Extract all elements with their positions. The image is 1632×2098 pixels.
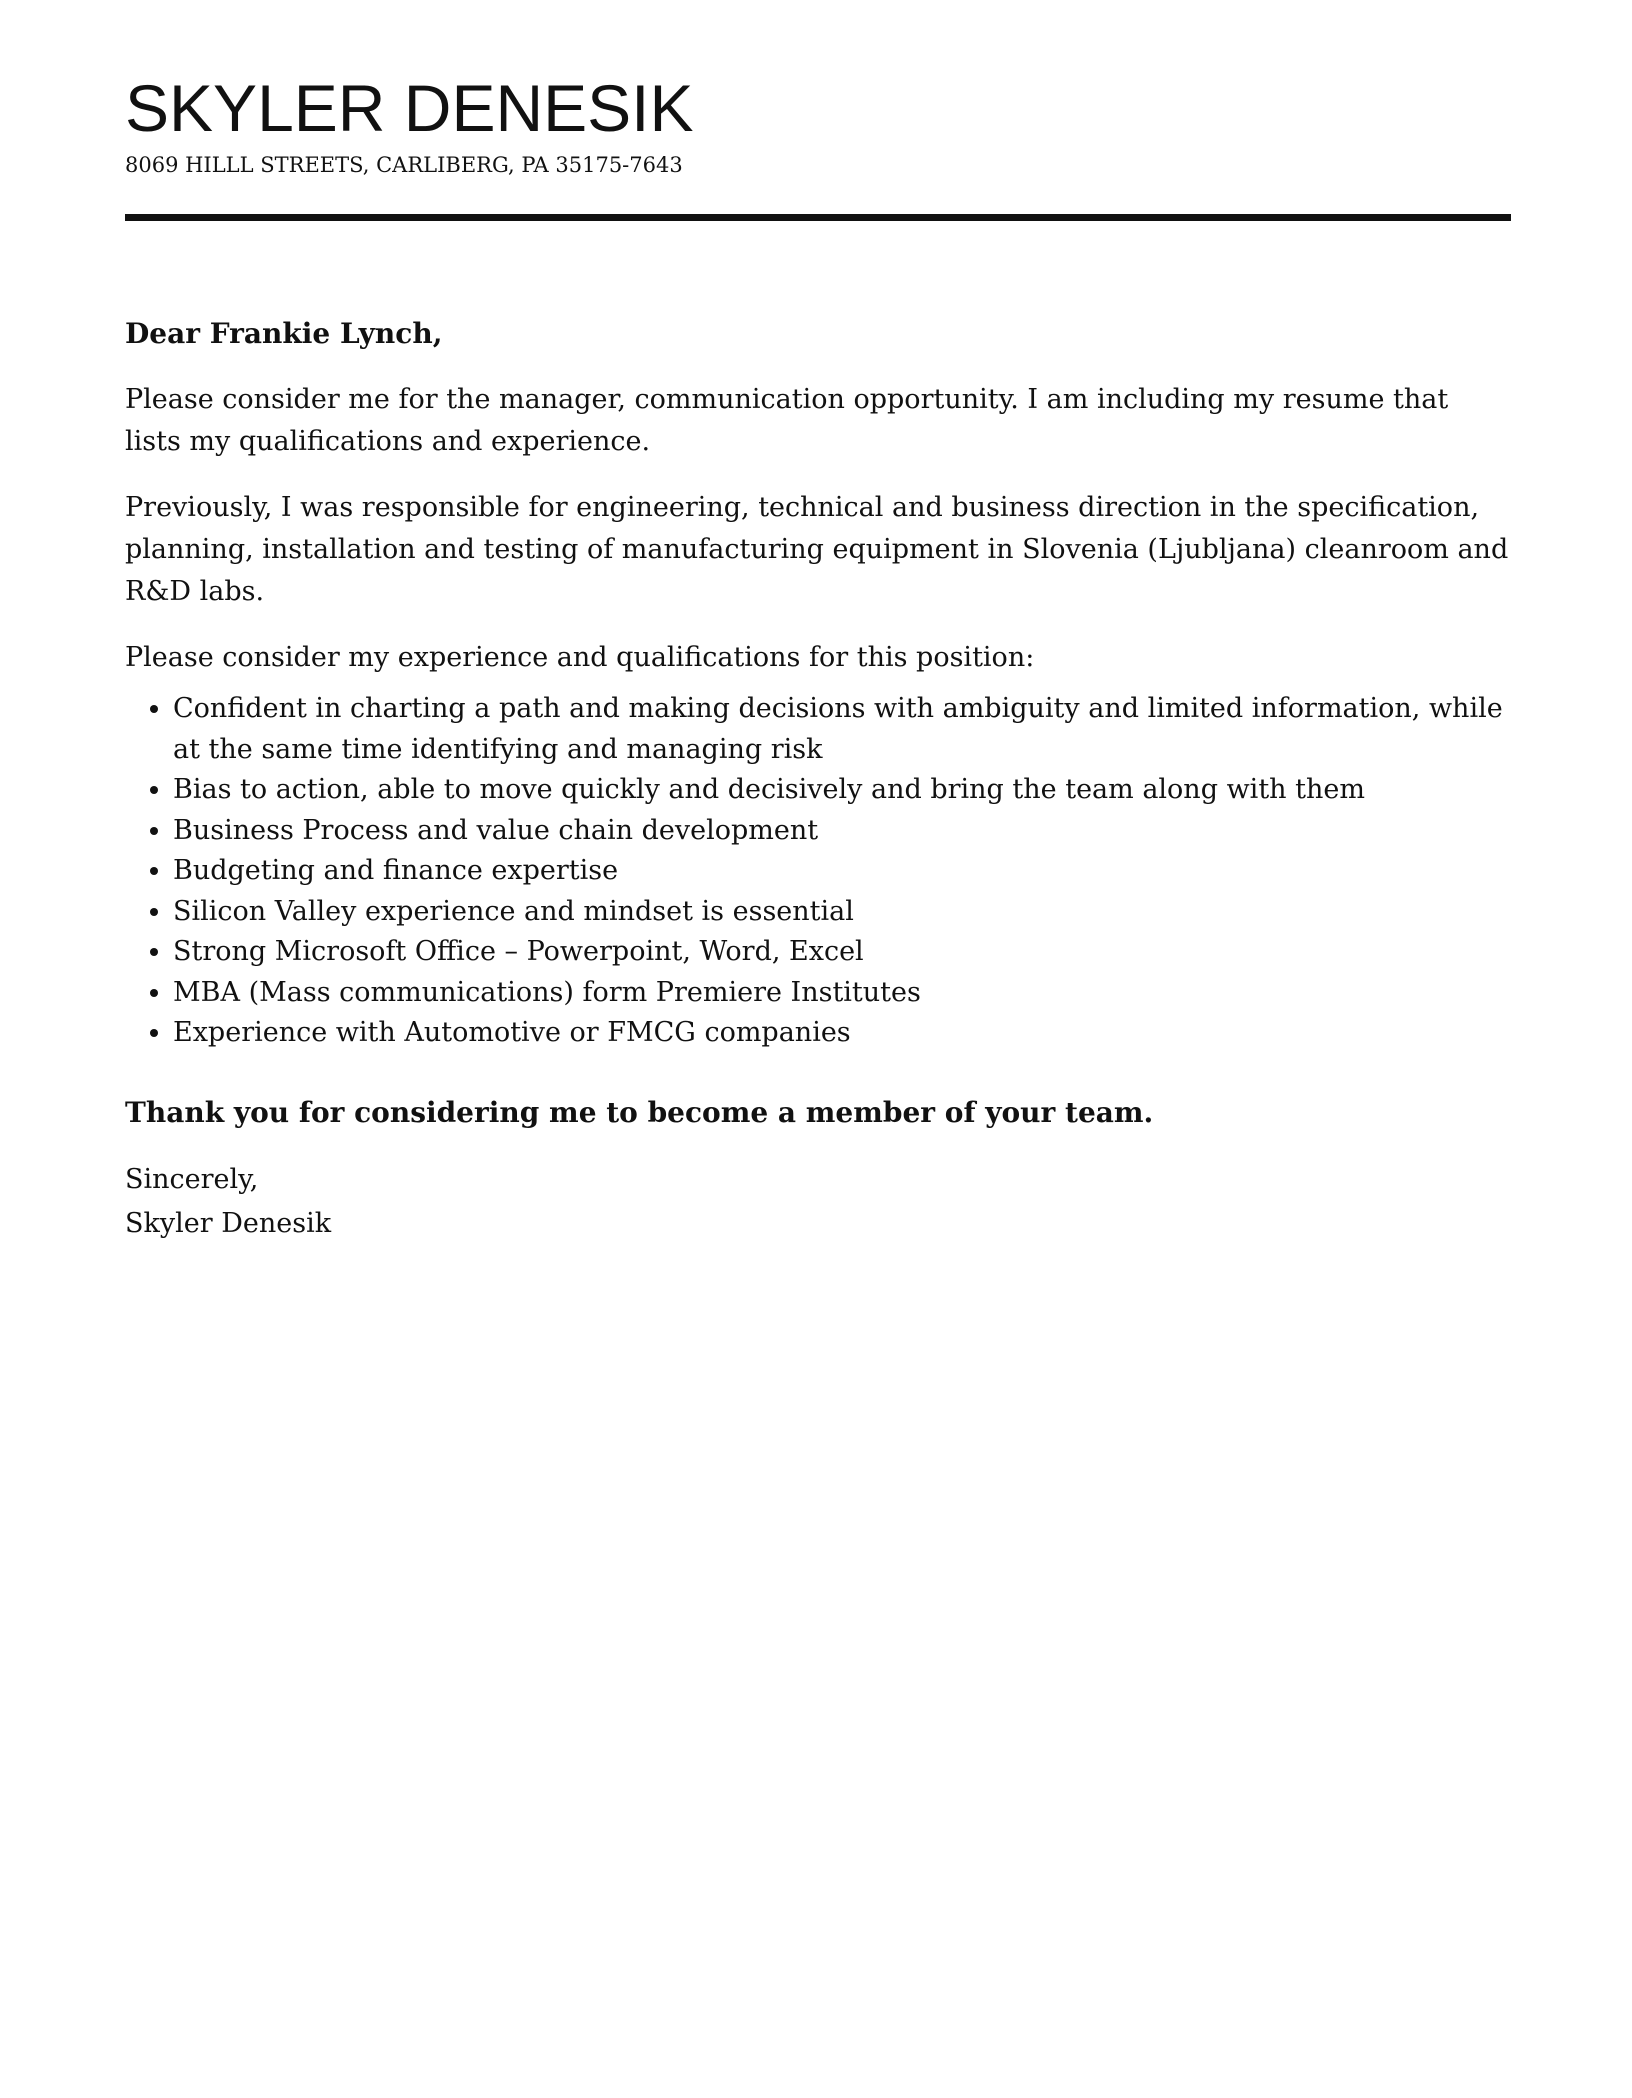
list-item: • Budgeting and finance expertise — [173, 851, 1511, 892]
list-item: • Strong Microsoft Office – Powerpoint, Word, Excel — [173, 932, 1511, 973]
signature-name: Skyler Denesik — [125, 1207, 332, 1239]
list-item: • Business Process and value chain development — [173, 811, 1511, 852]
header-divider — [125, 214, 1511, 221]
sender-name: SKYLER DENESIK — [125, 71, 694, 145]
letter-body — [125, 313, 1511, 1246]
signoff: Sincerely, — [125, 1163, 259, 1195]
experience-paragraph: Previously, I was responsible for engineering, technical and business direction in the specification, planning, installation and testing of manufacturing equipment in Slovenia (Ljubljana) cleanroom and R&D labs. — [125, 492, 1509, 607]
intro-paragraph: Please consider me for the manager, communication opportunity. I am including my resume that lists my qualifications and experience. — [125, 384, 1449, 457]
list-item: • Silicon Valley experience and mindset is essential — [173, 892, 1511, 933]
list-item: • Confident in charting a path and making decisions with ambiguity and limited information, while at the same time identifying and managing risk — [173, 689, 1511, 770]
letter-header — [125, 0, 1511, 221]
salutation: Dear Frankie Lynch, — [125, 317, 443, 350]
closing-line: Thank you for considering me to become a member of your team. — [125, 1095, 1154, 1129]
sender-address: 8069 HILLL STREETS, CARLIBERG, PA 35175-7643 — [125, 153, 683, 177]
list-item: • Bias to action, able to move quickly and decisively and bring the team along with them — [173, 770, 1511, 811]
list-item: • MBA (Mass communications) form Premiere Institutes — [173, 973, 1511, 1014]
qualifications-list — [125, 689, 1511, 1054]
list-item: • Experience with Automotive or FMCG companies — [173, 1013, 1511, 1054]
cover-letter-page — [125, 0, 1511, 1246]
qualifications-lead-in: Please consider my experience and qualifications for this position: — [125, 642, 1035, 673]
